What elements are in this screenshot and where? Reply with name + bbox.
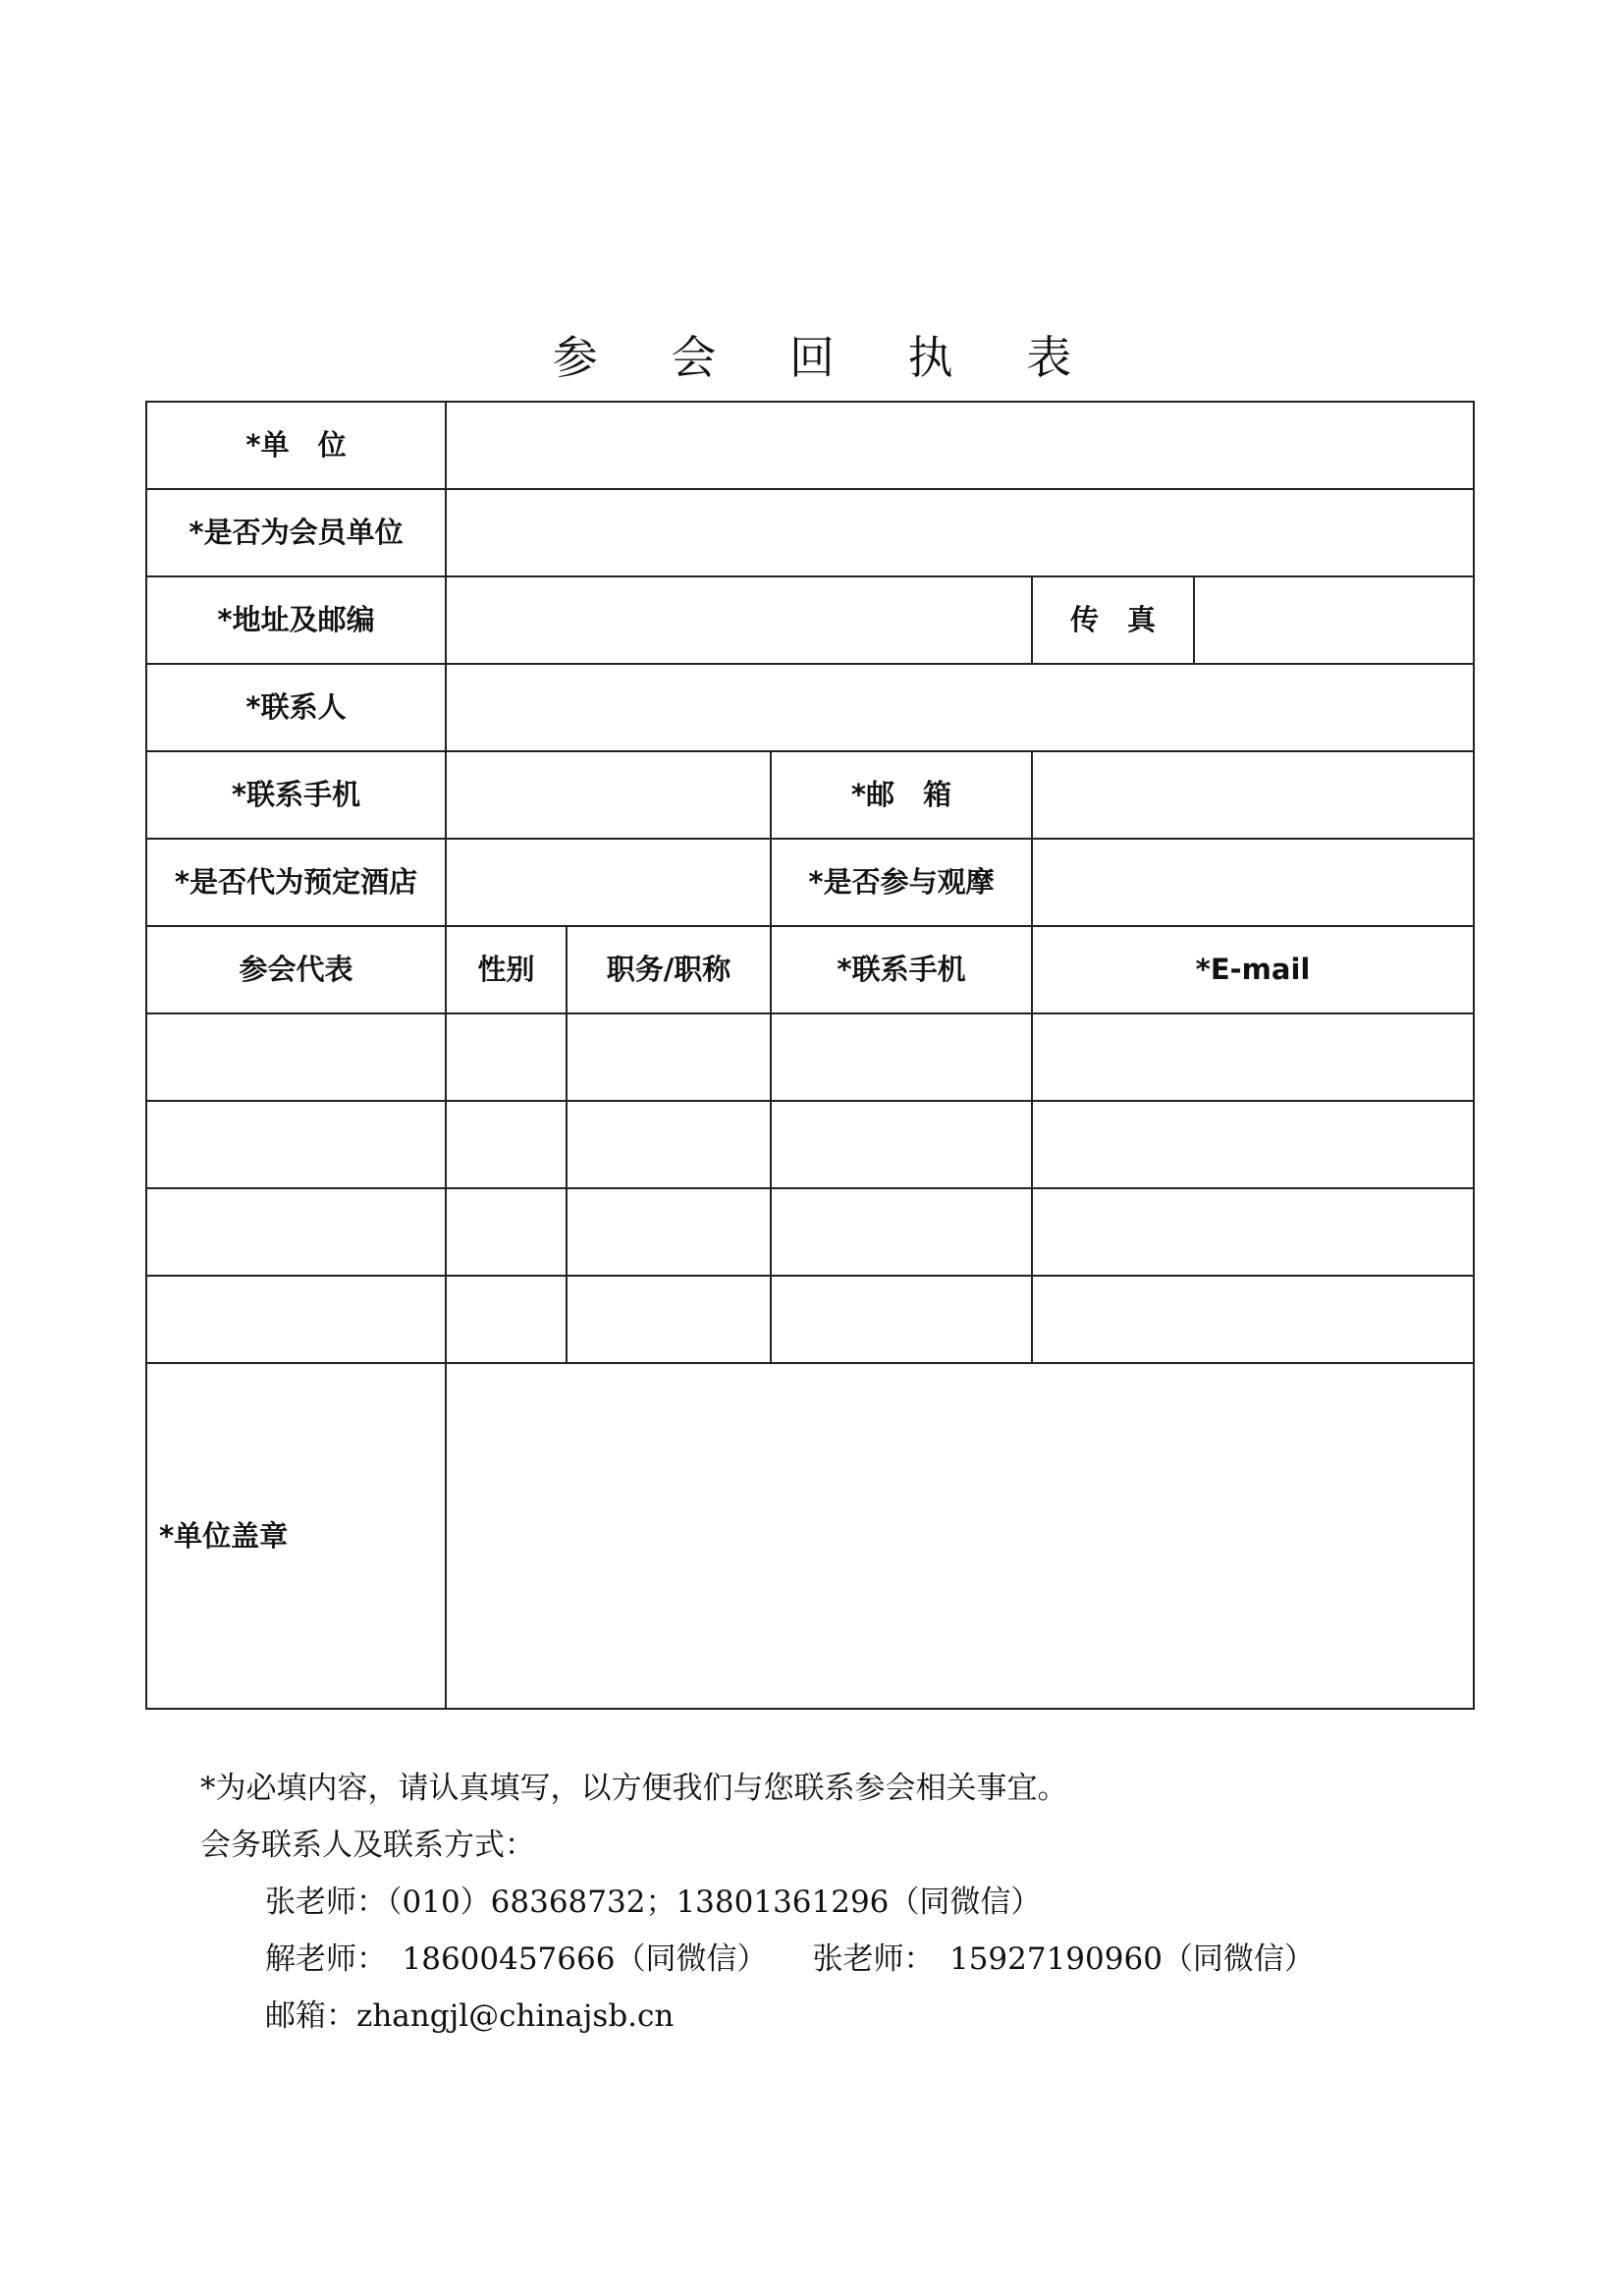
rep-row — [146, 1013, 1474, 1101]
rep-row — [146, 1188, 1474, 1276]
rep-gender-cell[interactable] — [446, 1013, 567, 1101]
row-contact — [146, 664, 1474, 751]
email-field[interactable] — [1032, 751, 1474, 839]
notes-section — [200, 1760, 1315, 2045]
rep-header-gender: 性别 — [446, 926, 567, 1013]
rep-email-cell[interactable] — [1032, 1013, 1474, 1101]
address-label: *地址及邮编 — [146, 576, 446, 664]
fax-label: 传 真 — [1032, 576, 1194, 664]
email-line: 邮箱：zhangjl@chinajsb.cn — [265, 1998, 675, 2034]
rep-name-cell[interactable] — [146, 1188, 446, 1276]
rep-gender-cell[interactable] — [446, 1188, 567, 1276]
row-member — [146, 489, 1474, 576]
seal-area[interactable] — [446, 1363, 1474, 1709]
email-label: *邮 箱 — [771, 751, 1032, 839]
contact-label: *联系人 — [146, 664, 446, 751]
row-hotel — [146, 839, 1474, 926]
rep-gender-cell[interactable] — [446, 1276, 567, 1363]
contact-zhang-2: 张老师： 15927190960（同微信） — [812, 1941, 1315, 1977]
row-seal — [146, 1363, 1474, 1709]
hotel-label: *是否代为预定酒店 — [146, 839, 446, 926]
contact-line-1: 张老师：（010）68368732；13801361296（同微信） — [265, 1885, 1042, 1920]
rep-title-cell[interactable] — [567, 1276, 771, 1363]
unit-field[interactable] — [446, 402, 1474, 489]
unit-label: *单 位 — [146, 402, 446, 489]
rep-email-cell[interactable] — [1032, 1101, 1474, 1188]
visit-label: *是否参与观摩 — [771, 839, 1032, 926]
rep-header-name: 参会代表 — [146, 926, 446, 1013]
form-title: 参 会 回 执 表 — [552, 331, 1102, 384]
rep-header-email: *E-mail — [1032, 926, 1474, 1013]
row-mobile — [146, 751, 1474, 839]
row-rep-header — [146, 926, 1474, 1013]
registration-form-table — [145, 401, 1475, 1710]
address-field[interactable] — [446, 576, 1032, 664]
rep-name-cell[interactable] — [146, 1276, 446, 1363]
mobile-field[interactable] — [446, 751, 771, 839]
rep-mobile-cell[interactable] — [771, 1276, 1032, 1363]
contact-line-2 — [200, 1931, 1315, 1988]
rep-title-cell[interactable] — [567, 1013, 771, 1101]
hotel-field[interactable] — [446, 839, 771, 926]
rep-header-title: 职务/职称 — [567, 926, 771, 1013]
contact-field[interactable] — [446, 664, 1474, 751]
rep-name-cell[interactable] — [146, 1101, 446, 1188]
row-address — [146, 576, 1474, 664]
rep-name-cell[interactable] — [146, 1013, 446, 1101]
rep-row — [146, 1276, 1474, 1363]
rep-mobile-cell[interactable] — [771, 1101, 1032, 1188]
row-unit — [146, 402, 1474, 489]
rep-mobile-cell[interactable] — [771, 1013, 1032, 1101]
member-field[interactable] — [446, 489, 1474, 576]
rep-row — [146, 1101, 1474, 1188]
rep-header-mobile: *联系手机 — [771, 926, 1032, 1013]
fax-field[interactable] — [1194, 576, 1474, 664]
rep-mobile-cell[interactable] — [771, 1188, 1032, 1276]
mobile-label: *联系手机 — [146, 751, 446, 839]
visit-field[interactable] — [1032, 839, 1474, 926]
required-note: *为必填内容，请认真填写，以方便我们与您联系参会相关事宜。 — [200, 1771, 1068, 1806]
seal-label: *单位盖章 — [146, 1363, 446, 1709]
contact-xie: 解老师： 18600457666（同微信） — [265, 1941, 768, 1977]
rep-title-cell[interactable] — [567, 1101, 771, 1188]
rep-gender-cell[interactable] — [446, 1101, 567, 1188]
rep-email-cell[interactable] — [1032, 1276, 1474, 1363]
contact-heading: 会务联系人及联系方式： — [200, 1828, 535, 1863]
rep-title-cell[interactable] — [567, 1188, 771, 1276]
rep-email-cell[interactable] — [1032, 1188, 1474, 1276]
member-label: *是否为会员单位 — [146, 489, 446, 576]
